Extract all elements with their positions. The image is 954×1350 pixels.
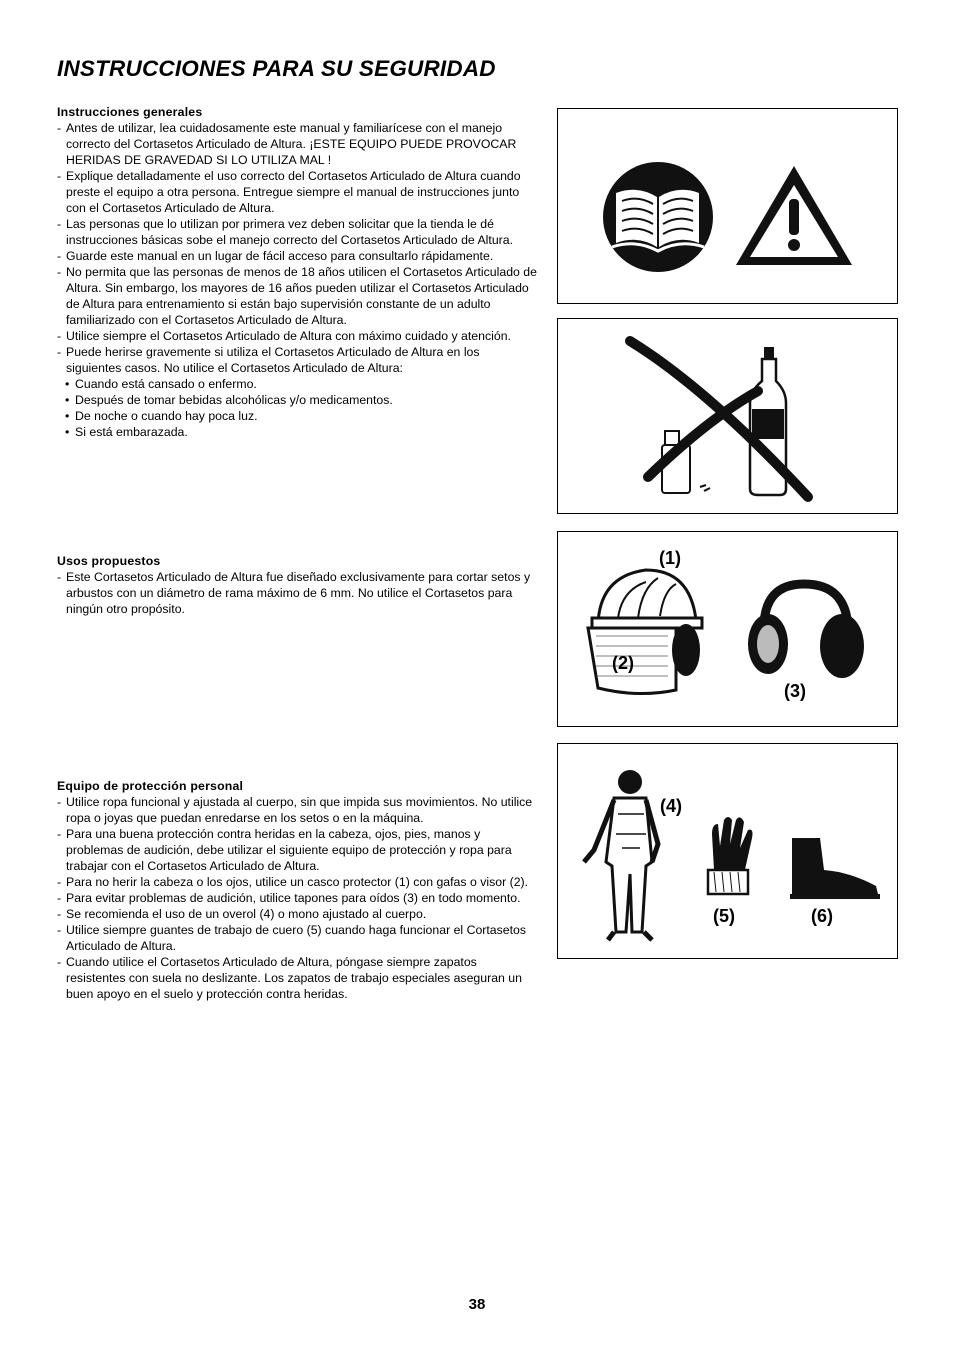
warning-triangle-icon <box>736 166 852 265</box>
list-item: - Puede herirse gravemente si utiliza el Cortasetos Articulado de Altura en los siguientes casos. No utilice el Cortasetos Articulado de Altura: <box>57 344 537 376</box>
list-item: - Las personas que lo utilizan por primera vez deben solicitar que la tienda le dé instrucciones básicas sobe el manejo correcto del Cortasetos Articulado de Altura. <box>57 216 537 248</box>
list-item: - Explique detalladamente el uso correcto del Cortasetos Articulado de Altura cuando preste el equipo a otra persona. Entregue siempre el manual de instrucciones junto con el Cortasetos Articulado de Altura. <box>57 168 537 216</box>
label-overall: (4) <box>660 796 682 816</box>
ppe-section <box>57 778 537 1002</box>
glove-icon <box>708 817 753 894</box>
list-item: - Utilice siempre el Cortasetos Articulado de Altura con máximo cuidado y atención. <box>57 328 537 344</box>
bullet-item: • Después de tomar bebidas alcohólicas y/o medicamentos. <box>57 392 537 408</box>
bullet-item: • Cuando está cansado o enfermo. <box>57 376 537 392</box>
page-title: INSTRUCCIONES PARA SU SEGURIDAD <box>57 56 496 81</box>
helmet-icon <box>592 570 702 628</box>
label-boots: (6) <box>811 906 833 926</box>
no-alcohol-illustration <box>558 319 897 513</box>
ppe-heading: Equipo de protección personal <box>57 779 244 793</box>
head-protection-figure <box>557 531 898 727</box>
label-visor: (2) <box>612 653 634 673</box>
ear-protection-icon <box>748 584 864 678</box>
head-protection-illustration <box>558 532 897 726</box>
read-manual-icon <box>603 162 713 272</box>
list-item: - Cuando utilice el Cortasetos Articulado de Altura, póngase siempre zapatos resistentes con suela no deslizante. Los zapatos de trabajo especiales aseguran un buen apoyo en el suelo y protección contra heridas. <box>57 954 537 1002</box>
list-item: - Este Cortasetos Articulado de Altura fue diseñado exclusivamente para cortar setos y arbustos con un diámetro de rama máximo de 6 mm. No utilice el Cortasetos para ningún otro propósito. <box>57 569 537 617</box>
list-item: - Utilice siempre guantes de trabajo de cuero (5) cuando haga funcionar el Cortasetos Articulado de Altura. <box>57 922 537 954</box>
list-item: - Para no herir la cabeza o los ojos, utilice un casco protector (1) con gafas o visor (2). <box>57 874 537 890</box>
list-item: - Utilice ropa funcional y ajustada al cuerpo, sin que impida sus movimientos. No utilice ropa o joyas que puedan enredarse en los setos o en la máquina. <box>57 794 537 826</box>
helmet-earmuff-icon <box>672 624 700 676</box>
body-protection-figure <box>557 743 898 959</box>
worker-overall-icon <box>584 770 658 940</box>
list-item: - Para evitar problemas de audición, utilice tapones para oídos (3) en todo momento. <box>57 890 537 906</box>
intended-use-heading: Usos propuestos <box>57 554 161 568</box>
intended-use-section <box>57 553 537 617</box>
body-protection-illustration <box>558 744 897 958</box>
manual-warning-figure <box>557 108 898 304</box>
list-item: - Antes de utilizar, lea cuidadosamente este manual y familiarícese con el manejo correcto del Cortasetos Articulado de Altura. ¡ESTE EQUIPO PUEDE PROVOCAR HERIDAS DE GRAVEDAD SI LO UTILIZA MAL ! <box>57 120 537 168</box>
label-ear-protection: (3) <box>784 681 806 701</box>
list-item: - No permita que las personas de menos de 18 años utilicen el Cortasetos Articulado de Altura. Sin embargo, los mayores de 16 años pueden utilizar el Cortasetos Articulado de Altura para entrenamiento si están bajo supervisión constante de un adulto familiarizado con el Cortasetos Articulado de Altura. <box>57 264 537 328</box>
list-item: - Guarde este manual en un lugar de fácil acceso para consultarlo rápidamente. <box>57 248 537 264</box>
list-item: - Para una buena protección contra heridas en la cabeza, ojos, pies, manos y problemas de audición, debe utilizar el siguiente equipo de protección y ropa para trabajar con el Cortasetos Articulado de Altura. <box>57 826 537 874</box>
ppe-list <box>57 794 537 1002</box>
page-number: 38 <box>468 1296 486 1313</box>
general-instructions-heading: Instrucciones generales <box>57 105 203 119</box>
label-gloves: (5) <box>713 906 735 926</box>
boot-icon <box>790 838 880 899</box>
bullet-item: • De noche o cuando hay poca luz. <box>57 408 537 424</box>
bullet-item: • Si está embarazada. <box>57 424 537 440</box>
manual-warning-illustration <box>558 109 897 303</box>
general-instructions-section <box>57 104 537 440</box>
intended-use-list <box>57 569 537 617</box>
label-helmet: (1) <box>659 548 681 568</box>
general-instructions-list <box>57 120 537 440</box>
list-item: - Se recomienda el uso de un overol (4) o mono ajustado al cuerpo. <box>57 906 537 922</box>
no-alcohol-figure <box>557 318 898 514</box>
